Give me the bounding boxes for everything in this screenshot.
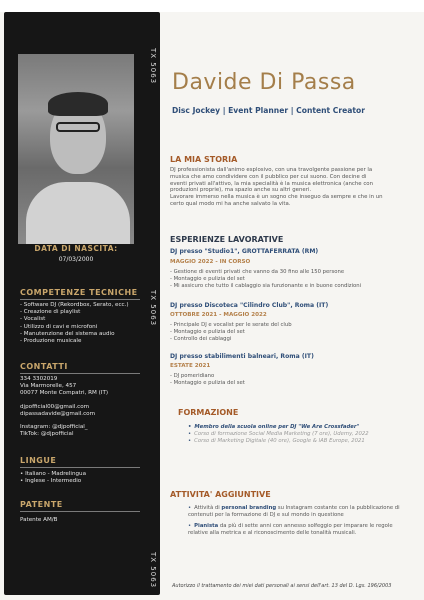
activity-text: su Instagram costante con la pubblicazione di contenuti per la formazione di DJ e sul mondo in questione (188, 505, 400, 518)
birth-date: 07/03/2000 (58, 256, 94, 263)
strip-label-middle: TX 5063 (149, 290, 157, 327)
job-duty: - Montaggio e pulizia del set (170, 275, 245, 282)
skills-divider (20, 299, 140, 300)
contacts-heading: CONTATTI (20, 362, 68, 371)
instagram-link[interactable]: Instagram: @djpofficial_ (20, 424, 88, 431)
skill-item: - Manutenzione del sistema audio (20, 330, 115, 337)
license-text: Patente AM/B (20, 517, 58, 523)
job-duty: - Principale DJ e vocalist per le serate del club (170, 322, 292, 328)
activity-item (188, 505, 414, 519)
person-name: Davide Di Passa (172, 70, 356, 95)
job-title: DJ presso Discoteca "Cilindro Club", Roma (IT) (170, 302, 329, 309)
languages-list (20, 471, 148, 485)
job-duty: - Montaggio e pulizia del set (170, 328, 245, 335)
activity-item (188, 523, 414, 537)
experience-heading: ESPERIENZE LAVORATIVE (170, 235, 284, 244)
education-heading: FORMAZIONE (178, 408, 239, 417)
privacy-footer: Autorizzo il trattamento dei miei dati personali ai sensi dell'art. 13 del D. Lgs. 196/2003 (172, 583, 392, 589)
story-line: certo qual modo mi ha anche salvato la vita. (170, 200, 291, 207)
job-date: ESTATE 2021 (170, 363, 211, 369)
job-duties (170, 322, 420, 342)
activity-highlight: personal branding (221, 505, 277, 511)
story-text (170, 167, 418, 208)
education-item: • Corso di Marketing Digitale (40 ore), Google & IAB Europe, 2021 (188, 438, 382, 445)
email-primary[interactable]: djpofficial00@gmail.com (20, 403, 90, 410)
story-line: musica che amo condividere con il pubblico per cui suono. Con decine di (170, 173, 367, 180)
job-duty: - Controllo dei cablaggi (170, 335, 232, 342)
activity-text: da più di sette anni con annesso solfeggio per imparare le regole relative alla metrica e al riconoscimento delle tonalità musicali. (188, 523, 393, 536)
activities-heading: ATTIVITA' AGGIUNTIVE (170, 490, 271, 499)
address-line-1: Via Marmorelle, 457 (20, 383, 77, 390)
activities-list (182, 505, 414, 541)
languages-heading: LINGUE (20, 456, 57, 465)
job-duty: - Montaggio e pulizia del set (170, 379, 245, 386)
education-list (182, 424, 382, 445)
film-strip-sidebar (4, 12, 160, 595)
contacts-divider (20, 373, 140, 374)
skill-item: - Software DJ (Rekordbox, Serato, ecc.) (20, 302, 129, 308)
story-line: eventi privati all'attivo, la mia specialità è la musica elettronica (anche con (170, 180, 374, 187)
license-divider (20, 511, 140, 512)
activity-text: Attività di (194, 505, 222, 511)
job-duties (170, 269, 420, 289)
story-heading: LA MIA STORIA (170, 155, 238, 164)
job-title: DJ presso "Studio1", GROTTAFERRATA (RM) (170, 248, 319, 255)
email-secondary[interactable]: dipassadavide@gmail.com (20, 410, 96, 417)
skills-list (20, 302, 148, 345)
job-title: DJ presso stabilimenti balneari, Roma (IT) (170, 353, 314, 360)
education-item: • Corso di formazione Social Media Marketing (7 ore), Udemy, 2022 (188, 431, 382, 438)
language-item: • Italiano - Madrelingua (20, 471, 87, 477)
skill-item: - Creazione di playlist (20, 309, 81, 316)
torn-paper-top (0, 0, 424, 12)
story-line: Lavorare immerso nella musica è un sogno che inseguo da sempre e che in un (170, 194, 383, 201)
skills-heading: COMPETENZE TECNICHE (20, 288, 138, 297)
job-duty: - Mi assicuro che tutto il cablaggio sia funzionante e in buone condizioni (170, 282, 362, 289)
strip-label-bottom: TX 5063 (149, 552, 157, 589)
contacts-list (20, 376, 148, 438)
skill-item: - Produzione musicale (20, 338, 82, 345)
job-date: OTTOBRE 2021 - MAGGIO 2022 (170, 312, 267, 318)
tiktok-link[interactable]: TikTok: @djpofficial (20, 431, 74, 438)
language-item: • Inglese - Intermedio (20, 478, 82, 485)
job-date: MAGGIO 2022 - IN CORSO (170, 259, 251, 265)
job-duties (170, 373, 420, 387)
address-line-2: 00077 Monte Compatri, RM (IT) (20, 390, 109, 397)
birth-label: DATA DI NASCITA: (34, 244, 118, 253)
job-duty: - DJ pomeridiano (170, 373, 215, 379)
story-line: produzioni proprie), ma spazio anche su altri generi. (170, 187, 312, 194)
languages-divider (20, 467, 140, 468)
person-role: Disc Jockey | Event Planner | Content Creator (172, 106, 365, 115)
strip-label-top: TX 5063 (149, 48, 157, 85)
education-item: • Membro della scuola online per DJ "We Are Crossfader" (188, 424, 382, 431)
story-line: DJ professionista dall'animo esplosivo, con una travolgente passione per la (170, 167, 373, 173)
activity-highlight: Pianista (194, 523, 219, 529)
license-heading: PATENTE (20, 500, 63, 509)
phone-number[interactable]: 334 3302019 (20, 376, 58, 382)
job-duty: - Gestione di eventi privati che vanno da 30 fino alle 150 persone (170, 269, 345, 275)
profile-photo (18, 54, 134, 244)
skill-item: - Utilizzo di cavi e microfoni (20, 323, 98, 330)
license-value (20, 517, 148, 524)
skill-item: - Vocalist (20, 316, 46, 323)
